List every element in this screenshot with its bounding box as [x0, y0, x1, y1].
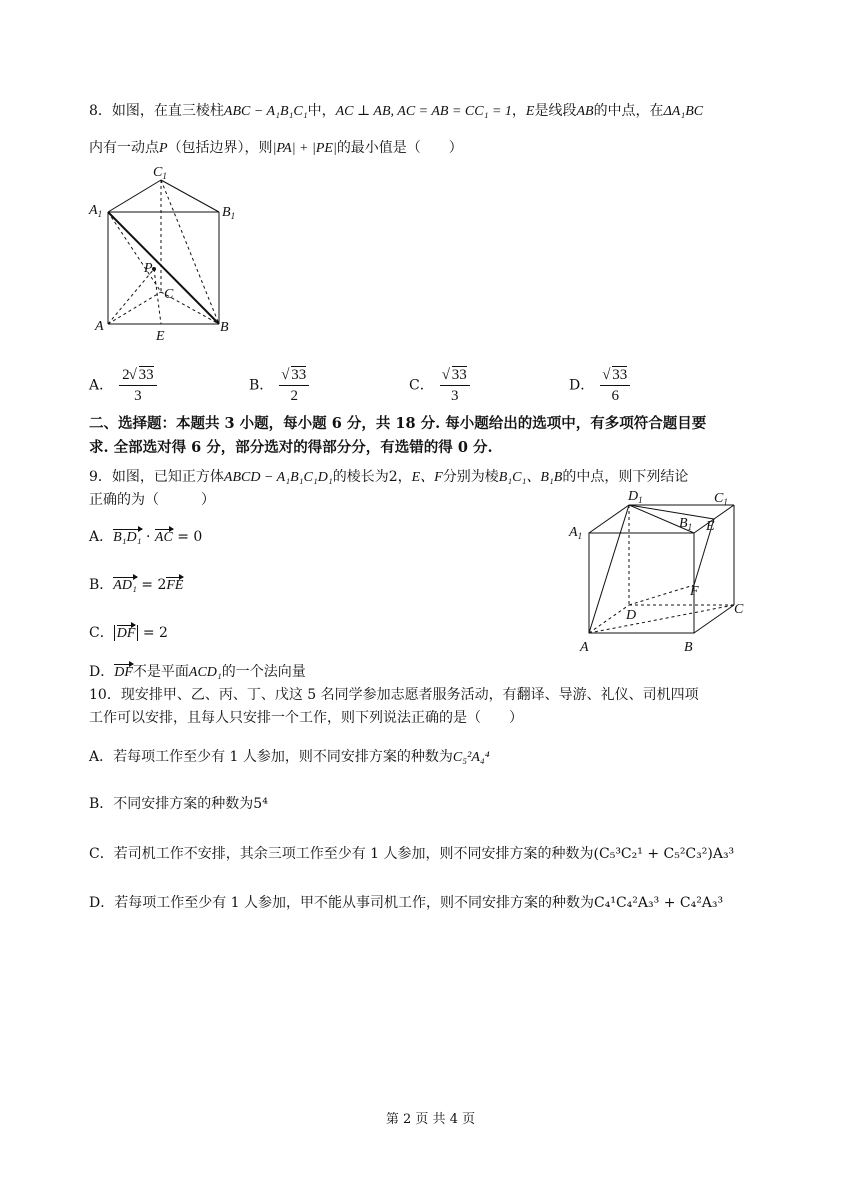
radicand: 33 [138, 367, 154, 383]
label-a: A [580, 640, 589, 655]
q8-text: 的最小值是（ ） [336, 140, 463, 156]
label-p: P [144, 261, 153, 276]
q8-option-c[interactable] [409, 366, 470, 405]
label-c: C [164, 287, 174, 302]
q8-prism-figure [86, 162, 246, 347]
option-letter: C． [89, 625, 114, 641]
q8-condition: AC ⊥ AB, AC = AB = CC₁ = 1 [335, 104, 512, 119]
q10-line2: 工作可以安排，且每人只安排一个工作，则下列说法正确的是（ ） [89, 710, 523, 726]
fraction [119, 366, 157, 405]
equation-mid: = 2 [136, 577, 167, 593]
section-heading-line2: 求. 全部选对得 6 分，部分选对的得部分分，有选错的得 0 分. [89, 439, 493, 456]
q8-expression: |PA| + |PE| [272, 141, 337, 156]
radicand: 33 [451, 367, 467, 383]
vector: FE [166, 576, 183, 596]
option-letter: B． [89, 577, 114, 593]
option-text: B．不同安排方案的种数为 [89, 796, 254, 812]
q9-option-d[interactable] [89, 662, 306, 683]
label-a1: $A_1$ [569, 525, 583, 541]
coef: 2 [122, 367, 130, 383]
option-math: 5⁴ [253, 796, 268, 812]
fraction [279, 366, 309, 405]
q8-prism: ABC − A₁B₁C₁ [223, 104, 308, 119]
q10-option-a[interactable] [89, 747, 490, 768]
option-letter: A． [89, 377, 114, 394]
q10-option-d[interactable] [89, 893, 723, 913]
q9-cube: ABCD − A₁B₁C₁D₁ [223, 470, 333, 485]
dot-operator: · [141, 529, 155, 545]
q8-text: 8．如图，在直三棱柱 [89, 103, 224, 119]
section-heading-line1: 二、选择题：本题共 3 小题，每小题 6 分，共 18 分. 每小题给出的选项中，有多项符合题目要 [89, 415, 707, 432]
q9-text: 分别为棱 [442, 469, 499, 485]
option-letter: B． [249, 377, 274, 394]
option-math: C₄¹C₄²A₃³ + C₄²A₃³ [594, 895, 724, 911]
vector: AD₁ [113, 576, 137, 596]
q9-length: 2 [388, 469, 398, 485]
page-footer: 第 2 页 共 4 页 [385, 1112, 476, 1127]
fraction [440, 366, 470, 405]
vector: AC [155, 528, 173, 548]
option-math: (C₅³C₂¹ + C₅²C₃²)A₃³ [593, 846, 735, 862]
denominator: 3 [134, 388, 142, 404]
equation-rest: = 0 [172, 529, 203, 545]
radicand: 33 [612, 367, 628, 383]
q10-option-b[interactable] [89, 794, 268, 814]
option-text: D．若每项工作至少有 1 人参加，甲不能从事司机工作，则不同安排方案的种数为 [89, 895, 595, 911]
q8-option-b[interactable] [249, 366, 309, 405]
q9-text: 9．如图，已知正方体 [89, 469, 224, 485]
label-d1: $D_1$ [628, 489, 643, 505]
option-letter: C． [409, 377, 434, 394]
option-math: C₅²A₄⁴ [452, 750, 490, 765]
plane: ACD₁ [188, 665, 222, 680]
label-e: E [706, 519, 715, 534]
q8-point-p: P [159, 141, 168, 156]
q8-text: 内有一动点 [89, 140, 159, 156]
vector: DF [117, 624, 136, 644]
label-d: D [626, 608, 637, 623]
radicand: 33 [291, 367, 307, 383]
q9-text: 的棱长为 [332, 469, 389, 485]
q10-line1: 10．现安排甲、乙、丙、丁、戊这 5 名同学参加志愿者服务活动，有翻译、导游、礼仪、司机四项 [89, 687, 699, 703]
q9-text: ， [397, 469, 412, 485]
q9-cube-figure [566, 485, 766, 660]
option-letter: A． [89, 529, 114, 545]
q8-option-d[interactable] [569, 366, 630, 405]
q8-text: （包括边界），则 [167, 140, 273, 156]
q8-text: 中， [307, 103, 336, 119]
q8-point-e: E [525, 104, 535, 119]
label-f: F [690, 584, 699, 599]
label-b: B [220, 320, 229, 335]
option-letter: D． [89, 664, 115, 680]
q8-text: 是线段 [534, 103, 577, 119]
q9-text: 的中点，则下列结论 [562, 469, 689, 485]
q8-triangle: ΔA₁BC [663, 104, 704, 119]
q8-line2 [89, 138, 463, 159]
label-c: C [734, 602, 744, 617]
q9-text: 不是平面 [132, 664, 189, 680]
vector: B₁D₁ [113, 528, 141, 548]
q9-option-c[interactable] [89, 623, 168, 644]
fraction [600, 366, 630, 405]
label-b1: $B_1$ [679, 516, 693, 532]
q9-points: E、F [411, 470, 443, 485]
q9-edges: B₁C₁、B₁B [498, 470, 563, 485]
equation-rest: = 2 [138, 625, 168, 641]
q9-option-a[interactable] [89, 527, 202, 548]
q8-text: ， [511, 103, 526, 119]
option-letter: D． [569, 377, 595, 394]
label-c1: $C_1$ [714, 491, 728, 507]
q9-option-b[interactable] [89, 575, 183, 596]
label-b1: $B_1$ [222, 205, 236, 221]
denominator: 6 [611, 388, 619, 404]
q8-option-a[interactable] [89, 366, 157, 405]
q10-option-c[interactable] [89, 844, 734, 864]
denominator: 3 [450, 388, 459, 404]
q8-line1 [89, 101, 703, 122]
q9-line2: 正确的为（ ） [89, 492, 215, 508]
q8-text: 的中点，在 [593, 103, 664, 119]
label-c1: $C_1$ [153, 165, 167, 181]
vector: DF [114, 663, 133, 683]
q9-text: 的一个法向量 [221, 664, 306, 680]
q8-segment: AB [576, 104, 594, 119]
label-e: E [156, 329, 165, 344]
label-a1: $A_1$ [89, 203, 103, 219]
denominator: 2 [290, 388, 299, 404]
label-b: B [684, 640, 693, 655]
option-text: C．若司机工作不安排，其余三项工作至少有 1 人参加，则不同安排方案的种数为 [89, 846, 594, 862]
abs-bars [114, 625, 139, 641]
label-a: A [95, 319, 104, 334]
option-text: A．若每项工作至少有 1 人参加，则不同安排方案的种数为 [89, 749, 453, 765]
